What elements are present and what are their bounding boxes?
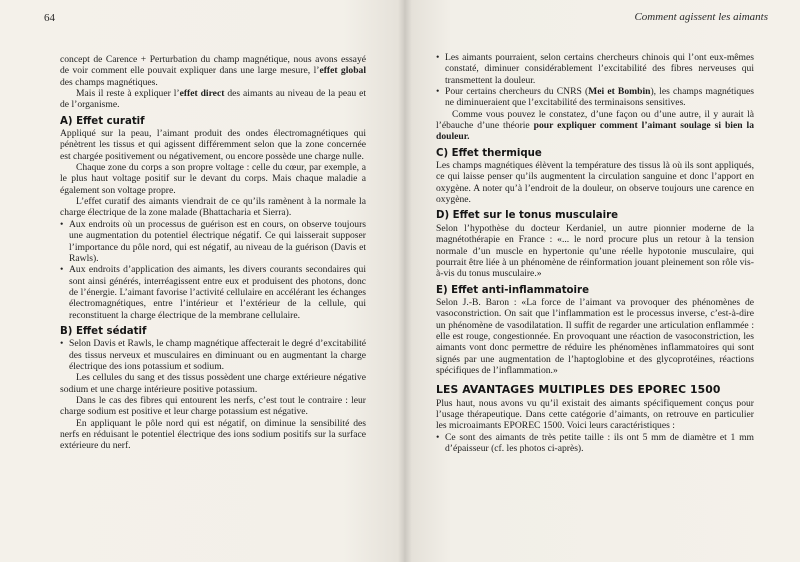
bullet-icon [436,432,439,443]
bullet-icon [60,219,63,230]
bullet-item: • Les aimants pourraient, selon certains chercheurs chinois qui l’ont eux-mêmes constaté, diminuer considérablement l’excitabilité des fibres nerveuses qui transmettent la douleur. [436,52,754,86]
paragraph: Appliqué sur la peau, l’aimant produit des ondes électromagnétiques qui pénètrent les tissus et qui agissent différemment selon que la zone concernée est chargée positivement ou négativement, ou encore possède une charge nulle. [60,128,366,162]
page-number: 64 [44,12,55,24]
running-head: Comment agissent les aimants [634,11,768,23]
left-text-column [60,54,366,452]
bullet-item: • Aux endroits d’application des aimants, les divers courants secondaires qui sont ainsi générés, interréagissent entre eux et produisent des photons, donc de l’énergie. L’aimant favorise l’activité cellulaire en accélérant les échanges électromagnétiques, entre l’intérieur et l’extérieur de la cellule, qui reconstituent la charge électrique de la membrane cellulaire. [60,264,366,321]
paragraph: concept de Carence + Perturbation du champ magnétique, nous avons essayé de voir comment elle pouvait expliquer dans une large mesure, l’effet global des champs magnétiques. [60,54,366,88]
book-gutter [398,0,412,562]
bullet-item: • Ce sont des aimants de très petite taille : ils ont 5 mm de diamètre et 1 mm d’épaisseur (cf. les photos ci-après). [436,432,754,455]
right-text-column [436,52,754,454]
chapter-heading-avantages: LES AVANTAGES MULTIPLES DES EPOREC 1500 [436,383,721,397]
paragraph: Selon J.-B. Baron : «La force de l’aimant va provoquer des phénomènes de vasoconstriction. On sait que l’inflammation est le processus inverse, c’est-à-dire un phénomène de vasodilatation. Il suffit de regarder une articulation enflammée : elle est rouge, congestionnée. En provoquant une réaction de vasoconstriction, les aimants vont donc permettre de réduire les phénomènes inflammatoires qui sont signés par une augmentation de l’haptoglobine et des glycoprotéines, réactions spécifiques de l’inflammation.» [436,296,754,376]
bullet-item: • Pour certains chercheurs du CNRS (Mei et Bombin), les champs magnétiques ne diminueraient que l’excitabilité des terminaisons sensitives. [436,86,754,109]
bullet-icon [60,338,63,349]
bullet-item: • Selon Davis et Rawls, le champ magnétique affecterait le degré d’excitabilité des tissus nerveux et musculaires en diminuant ou en augmentant la charge électrique des ions potassium et sodium. [60,338,366,372]
bullet-icon [436,86,439,97]
section-heading-anti-inflammatoire: E) Effet anti-inflammatoire [436,284,589,296]
section-heading-curatif: A) Effet curatif [60,115,145,127]
paragraph: Selon l’hypothèse du docteur Kerdaniel, un autre pionnier moderne de la magnétothérapie en France : «... le nord procure plus un retour à la tension normale d’un muscle en hypertonie qu’une réelle hypotonie musculaire, qui pourrait être liée à un phénomène de réinformation jouant pleinement son rôle vis-à-vis du tonus musculaire.» [436,222,754,280]
paragraph: Les cellules du sang et des tissus possèdent une charge extérieure négative sodium et une charge intérieure positive potassium. [60,372,366,395]
bullet-icon [60,264,63,275]
paragraph: Les champs magnétiques élèvent la température des tissus là où ils sont appliqués, ce qui laisse penser qu’ils augmentent la circulation sanguine et donc l’apport en oxygène. A noter qu’à l’endroit de la douleur, on observe toujours une carence en oxygène. [436,160,754,206]
bullet-icon [436,52,439,63]
paragraph: Comme vous pouvez le constatez, d’une façon ou d’une autre, il y aurait là l’ébauche d’une théorie pour expliquer comment l’aimant soulage si bien la douleur. [436,108,754,143]
section-heading-thermique: C) Effet thermique [436,147,542,159]
paragraph: Mais il reste à expliquer l’effet direct des aimants au niveau de la peau et de l’organisme. [60,88,367,111]
paragraph: Plus haut, nous avons vu qu’il existait des aimants spécifiquement conçus pour l’usage thérapeutique. Dans cette catégorie d’aimants, on retrouve en particulier les microaimants EPOREC 1500. Voici leurs caractéristiques : [436,397,754,432]
bullet-item: • Aux endroits où un processus de guérison est en cours, on observe toujours une augmentation du potentiel électrique négatif. Ce qui laisserait supposer l’importance du pôle nord, qui est négatif, au niveau de la guérison (Davis et Rawls). [60,219,366,264]
paragraph: Dans le cas des fibres qui entourent les nerfs, c’est tout le contraire : leur charge sodium est positive et leur charge potassium est négative. [60,394,366,418]
section-heading-sedatif: B) Effet sédatif [60,325,147,337]
right-page [404,0,800,562]
section-heading-tonus: D) Effet sur le tonus musculaire [436,210,619,222]
paragraph: En appliquant le pôle nord qui est négatif, on diminue la sensibilité des nerfs en réduisant le potentiel électrique des ions sodium positifs sur la surface extérieure du nerf. [60,417,366,452]
paragraph: L’effet curatif des aimants viendrait de ce qu’ils ramènent à la normale la charge électrique de la zone malade (Bhattacharia et Sierra). [60,196,366,219]
paragraph: Chaque zone du corps a son propre voltage : celle du cœur, par exemple, a le plus haut voltage positif sur le devant du corps. Mais chaque maladie a également son voltage propre. [60,162,366,196]
